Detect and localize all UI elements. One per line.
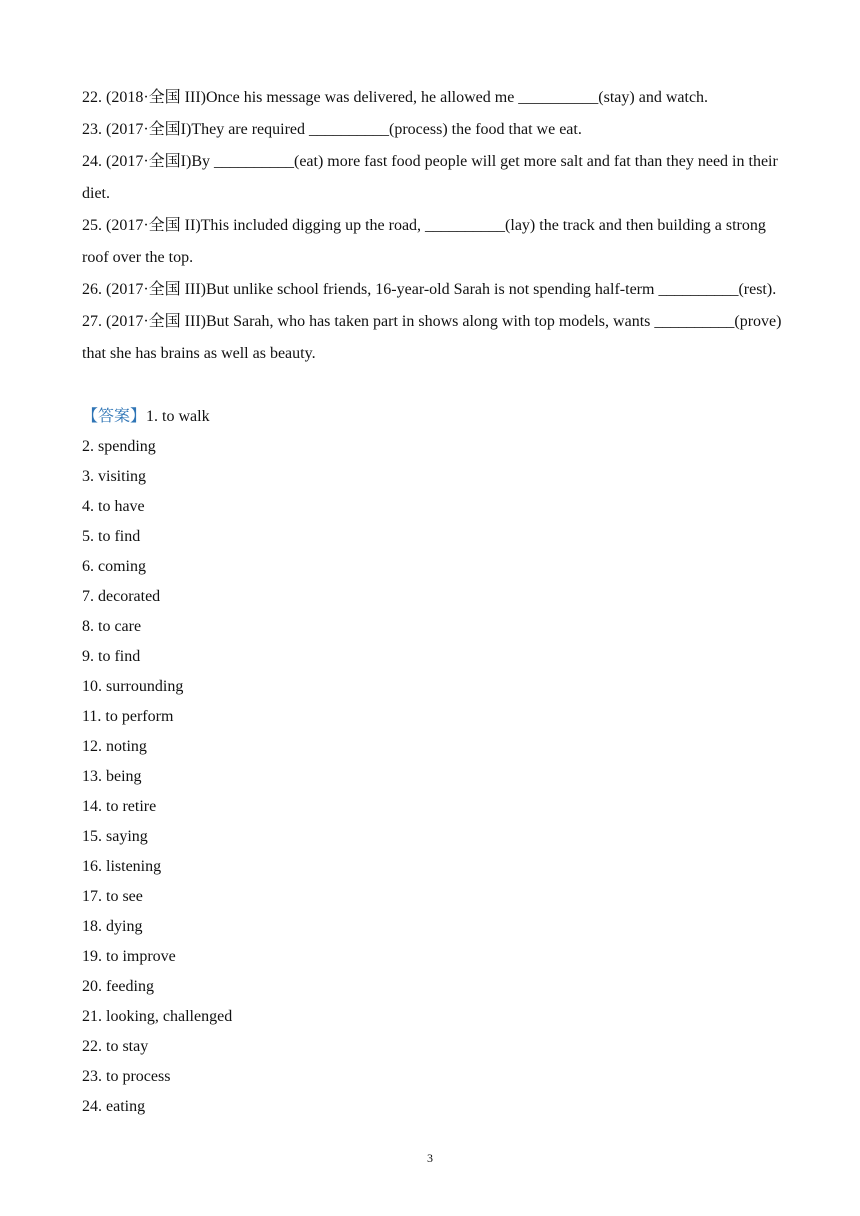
- answer-item-1: [82, 402, 782, 432]
- answer-item-12: 12. noting: [82, 738, 147, 755]
- answer-item-24: 24. eating: [82, 1098, 146, 1115]
- answer-item-14: 14. to retire: [82, 798, 157, 815]
- answer-item-23: 23. to process: [82, 1068, 171, 1085]
- answer-item-3: 3. visiting: [82, 468, 147, 485]
- question-23: 23. (2017·全国I)They are required __________(process) the food that we eat.: [82, 121, 582, 138]
- question-24: 24. (2017·全国I)By __________(eat) more fast food people will get more salt and fat than they need in their diet.: [82, 153, 778, 202]
- answer-item-21: 21. looking, challenged: [82, 1008, 233, 1025]
- answer-list: [82, 402, 782, 1122]
- question-25: 25. (2017·全国 II)This included digging up the road, __________(lay) the track and then building a strong roof over the top.: [82, 217, 766, 266]
- answer-item-20: 20. feeding: [82, 978, 154, 995]
- answer-item-17: 17. to see: [82, 888, 143, 905]
- answer-item-22: 22. to stay: [82, 1038, 149, 1055]
- answer-text: 1. to walk: [146, 408, 210, 425]
- answer-item-9: 9. to find: [82, 648, 141, 665]
- question-list: [82, 82, 782, 370]
- answer-label: 【答案】: [82, 408, 147, 425]
- question-27: 27. (2017·全国 III)But Sarah, who has taken part in shows along with top models, wants __________(prove) that she has brains as well as beauty.: [82, 313, 782, 362]
- answer-item-2: 2. spending: [82, 438, 156, 455]
- question-22: 22. (2018·全国 III)Once his message was delivered, he allowed me __________(stay) and watch.: [82, 89, 709, 106]
- answer-item-11: 11. to perform: [82, 708, 174, 725]
- answer-item-13: 13. being: [82, 768, 142, 785]
- answer-item-19: 19. to improve: [82, 948, 176, 965]
- answer-item-16: 16. listening: [82, 858, 162, 875]
- answer-item-7: 7. decorated: [82, 588, 161, 605]
- page-number: 3: [427, 1151, 433, 1165]
- answer-item-15: 15. saying: [82, 828, 148, 845]
- answer-item-18: 18. dying: [82, 918, 143, 935]
- answer-item-10: 10. surrounding: [82, 678, 184, 695]
- answer-item-5: 5. to find: [82, 528, 141, 545]
- question-26: 26. (2017·全国 III)But unlike school friends, 16-year-old Sarah is not spending half-term __________(rest).: [82, 281, 777, 298]
- answer-item-8: 8. to care: [82, 618, 142, 635]
- answer-item-4: 4. to have: [82, 498, 145, 515]
- answer-item-6: 6. coming: [82, 558, 146, 575]
